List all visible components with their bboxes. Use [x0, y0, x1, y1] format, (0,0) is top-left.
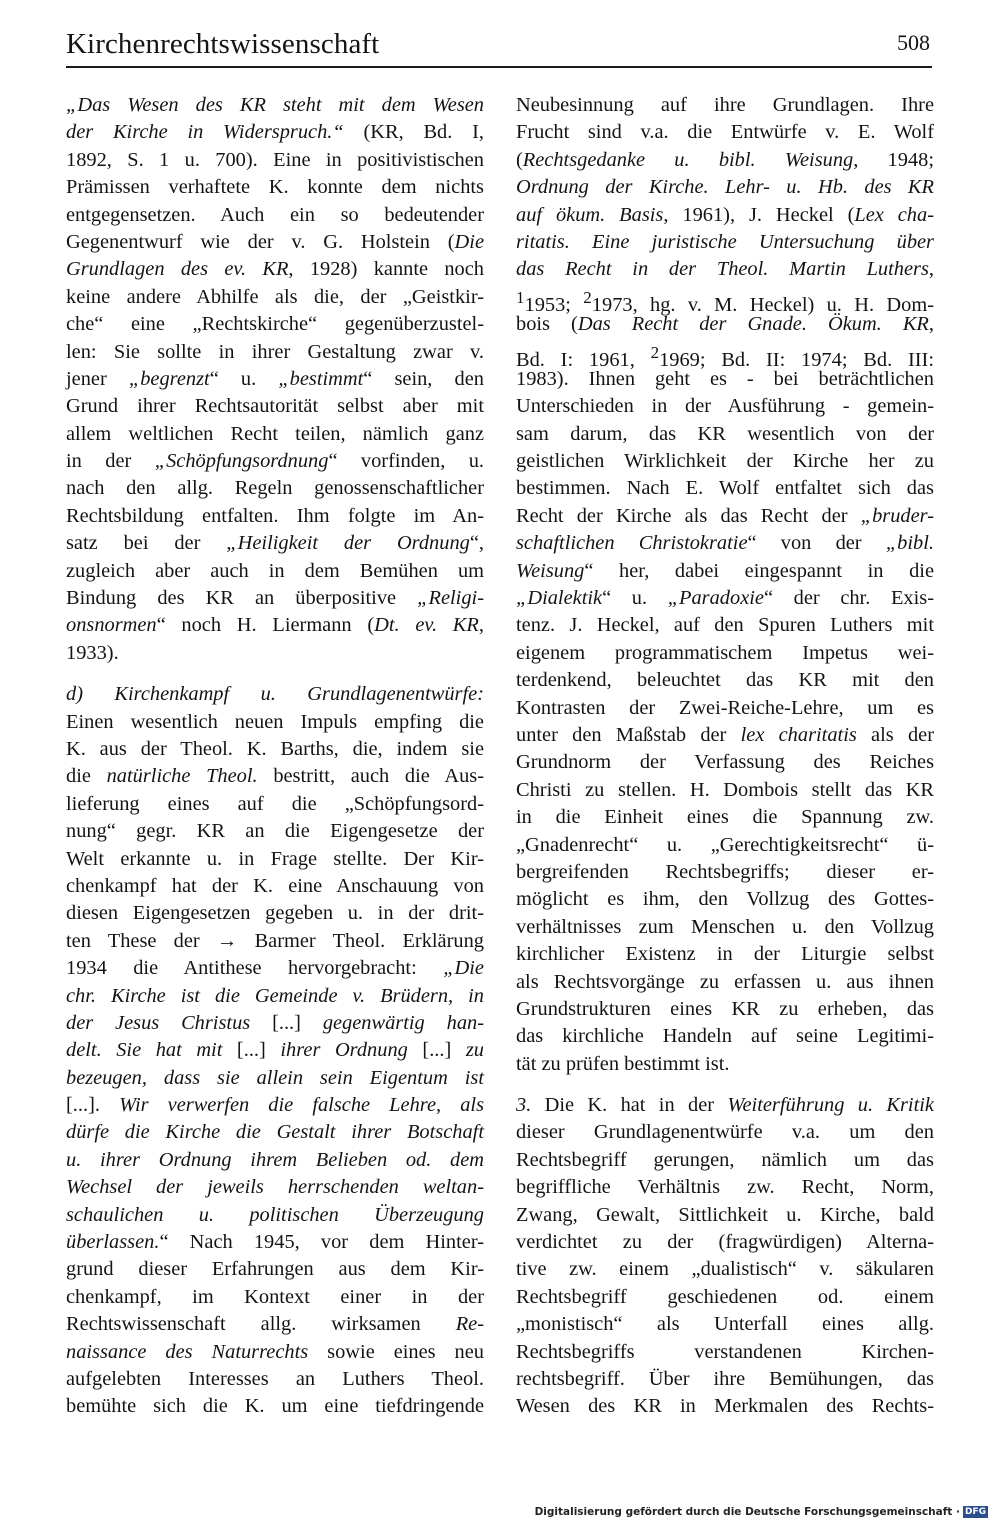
text-line: bestimmen. Nach E. Wolf entfaltet sich das — [516, 477, 934, 500]
text-line: die natürliche Theol. bestritt, auch die Aus- — [66, 765, 484, 788]
text-line: Christi zu stellen. H. Dombois stellt das KR — [516, 778, 934, 801]
text-line: Frucht sind v.a. die Entwürfe v. E. Wolf — [516, 121, 934, 144]
text-line: Gegenentwurf wie der v. G. Holstein (Die — [66, 230, 484, 253]
text-line: Bd. I: 1961, $^2$1969; Bd. II: 1974; Bd. III: — [516, 342, 934, 371]
text-line: kirchlicher Existenz in der Liturgie selbst — [516, 943, 934, 966]
text-line: ritatis. Eine juristische Untersuchung über — [516, 230, 934, 253]
text-line: nung“ gegr. KR an die Eigengesetze der — [66, 820, 484, 843]
text-line: 1983). Ihnen geht es - bei beträchtlichen — [516, 367, 934, 390]
text-line: Prämissen verhaftete K. konnte dem nichts — [66, 176, 484, 199]
text-line: möglicht es ihm, den Vollzug des Gottes- — [516, 888, 934, 911]
text-line: grund dieser Erfahrungen aus dem Kir- — [66, 1258, 484, 1281]
text-line: chenkampf hat der K. eine Anschauung von — [66, 874, 484, 897]
text-line: Rechtsbegriff gerungen, nämlich um das — [516, 1148, 934, 1171]
text-line: rechtsbegriff. Über ihre Bemühungen, das — [516, 1367, 934, 1390]
text-line: Neubesinnung auf ihre Grundlagen. Ihre — [516, 94, 934, 116]
page-header — [66, 24, 932, 68]
text-line: (Rechtsgedanke u. bibl. Weisung, 1948; — [516, 148, 934, 171]
text-line: chr. Kirche ist die Gemeinde v. Brüdern, in — [66, 984, 484, 1007]
paragraph-gap — [66, 667, 484, 681]
text-line: ten These der → Barmer Theol. Erklärung — [66, 929, 484, 952]
text-line: geistlichen Wirklichkeit der Kirche her zu — [516, 450, 934, 473]
text-line: Weisung“ her, dabei eingespannt in die — [516, 559, 934, 582]
text-line: aufgelebten Interesses an Luthers Theol. — [66, 1367, 484, 1390]
text-line: Wesen des KR in Merkmalen des Rechts- — [516, 1395, 934, 1418]
text-line: satz bei der „Heiligkeit der Ordnung“, — [66, 532, 484, 555]
page-number: 508 — [897, 30, 930, 55]
text-line: Zwang, Gewalt, Sittlichkeit u. Kirche, bald — [516, 1203, 934, 1226]
text-line: sam darum, das KR wesentlich von der — [516, 422, 934, 445]
text-line: len: Sie sollte in ihrer Gestaltung zwar v. — [66, 340, 484, 363]
text-line: bemühte sich die K. um eine tiefdringende — [66, 1395, 484, 1418]
text-line: in die Einheit eines die Spannung zw. — [516, 806, 934, 829]
text-line: u. ihrer Ordnung ihrem Belieben od. dem — [66, 1148, 484, 1171]
text-line: zugleich aber auch in dem Bemühen um — [66, 559, 484, 582]
paragraph-gap — [516, 1078, 934, 1092]
text-line: „Gnadenrecht“ u. „Gerechtigkeitsrecht“ ü- — [516, 833, 934, 856]
text-line: che“ eine „Rechtskirche“ gegenüberzustel- — [66, 313, 484, 336]
text-line: überlassen.“ Nach 1945, vor dem Hinter- — [66, 1231, 484, 1254]
text-line: Rechtsbildung entfalten. Ihm folgte im An- — [66, 504, 484, 527]
text-line: tive zw. einem „dualistisch“ v. säkularen — [516, 1258, 934, 1281]
text-line: Rechtsbegriffs verstandenen Kirchen- — [516, 1340, 934, 1363]
text-line: Grundnorm der Verfassung des Reiches — [516, 751, 934, 774]
text-line: naissance des Naturrechts sowie eines neu — [66, 1340, 485, 1363]
text-line: allem weltlichen Recht teilen, nämlich ganz — [66, 422, 484, 445]
text-line: der Kirche in Widerspruch.“ (KR, Bd. I, — [66, 121, 484, 144]
text-line: verdichtet zu der (fragwürdigen) Alterna- — [516, 1231, 934, 1254]
text-line: schaftlichen Christokratie“ von der „bibl. — [516, 532, 934, 555]
text-line: unter den Maßstab der lex charitatis als der — [516, 723, 934, 746]
text-line: Ordnung der Kirche. Lehr- u. Hb. des KR — [516, 176, 934, 199]
text-line: 3. Die K. hat in der Weiterführung u. Kritik — [516, 1094, 934, 1117]
digitization-credit — [535, 1506, 988, 1518]
text-line: bois (Das Recht der Gnade. Ökum. KR, — [516, 313, 934, 336]
text-line: als Rechtsvorgänge zu erfassen u. aus ihnen — [516, 970, 934, 993]
text-line: delt. Sie hat mit [...] ihrer Ordnung [...] zu — [66, 1039, 484, 1062]
text-line: diesen Eigengesetzen gegeben u. in der drit- — [66, 902, 484, 925]
credit-text: Digitalisierung gefördert durch die Deutsche Forschungsgemeinschaft · — [534, 1506, 960, 1518]
text-line: das kirchliche Handeln auf seine Legitimi- — [516, 1025, 934, 1048]
text-line: nach den allg. Regeln genossenschaftlicher — [66, 477, 484, 500]
text-line: Einen wesentlich neuen Impuls empfing die — [66, 710, 484, 733]
text-line: Bindung des KR an überpositive „Religi- — [66, 587, 484, 610]
text-line: schaulichen u. politischen Überzeugung — [66, 1203, 484, 1226]
text-line: Wechsel der jeweils herrschenden weltan- — [66, 1176, 484, 1199]
text-line: tät zu prüfen bestimmt ist. — [516, 1052, 730, 1075]
dfg-logo: DFG — [964, 1507, 986, 1517]
text-line: „Das Wesen des KR steht mit dem Wesen — [66, 94, 484, 116]
text-line: bezeugen, dass sie allein sein Eigentum ist — [66, 1066, 484, 1089]
text-line: 1934 die Antithese hervorgebracht: „Die — [66, 957, 484, 980]
text-line: auf ökum. Basis, 1961), J. Heckel (Lex cha- — [516, 203, 934, 226]
text-column-right — [516, 92, 934, 1421]
text-line: K. aus der Theol. K. Barths, die, indem sie — [66, 737, 484, 760]
text-line: dürfe die Kirche die Gestalt ihrer Botschaft — [66, 1121, 484, 1144]
text-line: Unterschieden in der Ausführung - gemein- — [516, 395, 934, 418]
text-line: $^1$1953; $^2$1973, hg. v. M. Heckel) u. H. Dom- — [516, 287, 934, 316]
text-line: Recht der Kirche als das Recht der „bruder- — [516, 504, 934, 527]
text-line: Grundstrukturen eines KR zu erheben, das — [516, 997, 934, 1020]
text-line: Welt erkannte u. in Frage stellte. Der Kir- — [66, 847, 484, 870]
text-line: begriffliche Verhältnis zw. Recht, Norm, — [516, 1176, 934, 1199]
text-line: terdenkend, beleuchtet das KR mit den — [516, 669, 934, 692]
text-line: in der „Schöpfungsordnung“ vorfinden, u. — [66, 450, 484, 473]
text-line: eigenem programmatischem Impetus wei- — [516, 641, 934, 664]
text-line: 1933). — [66, 641, 119, 664]
text-line: der Jesus Christus [...] gegenwärtig han- — [66, 1011, 484, 1034]
text-line: jener „begrenzt“ u. „bestimmt“ sein, den — [66, 367, 484, 390]
text-line: „monistisch“ als Unterfall eines allg. — [516, 1313, 934, 1336]
text-line: Grundlagen des ev. KR, 1928) kannte noch — [66, 258, 484, 281]
text-column-left — [66, 92, 484, 1421]
text-line: tenz. J. Heckel, auf den Spuren Luthers mit — [516, 614, 934, 637]
text-line: Kontrasten der Zwei-Reiche-Lehre, um es — [516, 696, 934, 719]
text-line: verhältnisses zum Menschen u. den Vollzug — [516, 915, 934, 938]
text-line: entgegensetzen. Auch ein so bedeutender — [66, 203, 484, 226]
text-line: Rechtsbegriff geschiedenen od. einem — [516, 1285, 934, 1308]
text-line: dieser Grundlagenentwürfe v.a. um den — [516, 1121, 934, 1144]
running-title: Kirchenrechtswissenschaft — [66, 28, 380, 60]
text-line: lieferung eines auf die „Schöpfungsord- — [66, 792, 484, 815]
text-line: „Dialektik“ u. „Paradoxie“ der chr. Exis- — [516, 587, 934, 610]
text-line: Rechtswissenschaft allg. wirksamen Re- — [66, 1313, 484, 1336]
text-line: das Recht in der Theol. Martin Luthers, — [516, 258, 934, 281]
text-line: Grund ihrer Rechtsautorität selbst aber mit — [66, 395, 484, 418]
text-line: keine andere Abhilfe als die, der „Geistkir- — [66, 285, 484, 308]
text-line: onsnormen“ noch H. Liermann (Dt. ev. KR, — [66, 614, 484, 637]
text-line: chenkampf, im Kontext einer in der — [66, 1285, 484, 1308]
text-line: d) Kirchenkampf u. Grundlagenentwürfe: — [66, 683, 484, 706]
text-line: bergreifenden Rechtsbegriffs; dieser er- — [516, 860, 934, 883]
text-line: [...]. Wir verwerfen die falsche Lehre, als — [66, 1094, 485, 1117]
text-line: 1892, S. 1 u. 700). Eine in positivistischen — [66, 148, 484, 171]
